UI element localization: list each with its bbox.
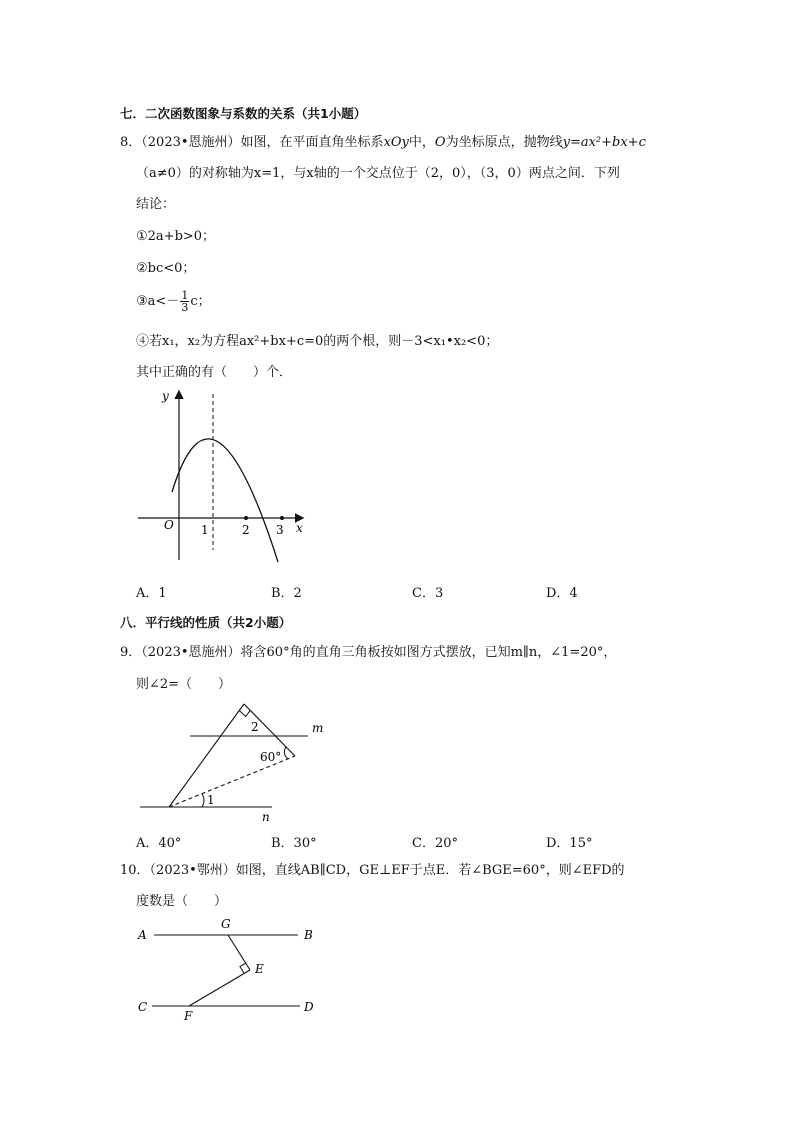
parabola-equation: y=ax²+bx+c	[562, 135, 646, 150]
triangle-figure	[136, 696, 336, 826]
label-c: C	[138, 1000, 148, 1014]
option-a[interactable]: A．40°	[136, 836, 182, 851]
segment-ge	[228, 935, 250, 970]
conclusion-2: ②bc<0；	[136, 261, 196, 276]
tick-label-3: 3	[276, 523, 284, 537]
point-3	[280, 516, 284, 520]
option-d[interactable]: D．4	[546, 586, 578, 601]
option-c[interactable]: C．3	[412, 586, 444, 601]
condition: （a≠0）	[136, 166, 189, 181]
coord-system: xOy	[383, 135, 409, 150]
question-8-line-3: 结论：	[136, 197, 176, 212]
question-number: 8．	[120, 135, 142, 150]
question-10-line-2: 度数是（ ）	[136, 894, 228, 909]
option-c[interactable]: C．20°	[412, 836, 458, 851]
x-axis-label: x	[296, 521, 303, 535]
tick-label-1: 1	[201, 523, 209, 537]
fraction	[180, 290, 189, 313]
option-b[interactable]: B．2	[271, 586, 302, 601]
conclusion-3	[136, 290, 211, 313]
label-m: m	[312, 721, 324, 735]
label-e: E	[255, 962, 264, 976]
y-axis-label: y	[162, 389, 169, 403]
origin-label: O	[434, 135, 446, 150]
question-text: 如图，在平面直角坐标系	[240, 135, 384, 150]
question-text: 的对称轴为x=1，与x轴的一个交点位于（2，0），（3，0）两点之间．下列	[188, 166, 620, 181]
parabola-graph	[132, 384, 322, 570]
question-8-ask: 其中正确的有（ ）个．	[136, 365, 293, 380]
angle-1-label: 1	[207, 793, 215, 807]
fraction-denominator: 3	[181, 301, 189, 314]
label-b: B	[304, 928, 313, 942]
angle-2-label: 2	[251, 720, 259, 734]
question-8-line-1	[120, 134, 646, 152]
triangle-side-long	[169, 704, 244, 807]
origin-label: O	[164, 518, 174, 532]
point-2	[244, 516, 248, 520]
section-heading-7: 七．二次函数图象与系数的关系（共1小题）	[120, 106, 367, 121]
question-text: 中，	[408, 135, 435, 150]
option-d[interactable]: D．15°	[546, 836, 593, 851]
label-a: A	[138, 928, 147, 942]
parabola-curve	[172, 439, 278, 562]
conclusion-4: ④若x₁，x₂为方程ax²+bx+c=0的两个根，则－3<x₁•x₂<0；	[136, 334, 499, 349]
parallel-lines-figure	[132, 914, 332, 1024]
question-text: 为坐标原点，抛物线	[445, 135, 563, 150]
question-9-line-2: 则∠2=（ ）	[136, 677, 232, 692]
question-8-line-2	[136, 165, 620, 183]
section-heading-8: 八．平行线的性质（共2小题）	[120, 615, 292, 630]
option-a[interactable]: A．1	[136, 586, 167, 601]
label-f: F	[184, 1009, 193, 1023]
right-angle-mark	[239, 710, 250, 716]
question-source: （2023•恩施州）	[141, 135, 241, 150]
right-angle-mark	[240, 963, 246, 973]
label-g: G	[221, 917, 231, 931]
option-b[interactable]: B．30°	[271, 836, 317, 851]
conclusion-1: ①2a+b>0；	[136, 229, 216, 244]
question-9-line-1: 9．（2023•恩施州）将含60°角的直角三角板按如图方式摆放，已知m∥n，∠1=20°，	[120, 645, 617, 660]
segment-ef	[189, 970, 250, 1006]
fraction-numerator: 1	[181, 289, 189, 302]
label-d: D	[304, 1000, 314, 1014]
angle-1-arc	[202, 794, 204, 807]
question-10-line-1: 10．（2023•鄂州）如图，直线AB∥CD，GE⊥EF于点E．若∠BGE=60°，则∠EFD的	[120, 863, 625, 878]
tick-label-2: 2	[242, 523, 250, 537]
conclusion-3-text: ③a<－	[136, 294, 180, 309]
label-n: n	[262, 810, 270, 824]
conclusion-3-text: c；	[190, 294, 211, 309]
angle-60-label: 60°	[260, 750, 282, 764]
